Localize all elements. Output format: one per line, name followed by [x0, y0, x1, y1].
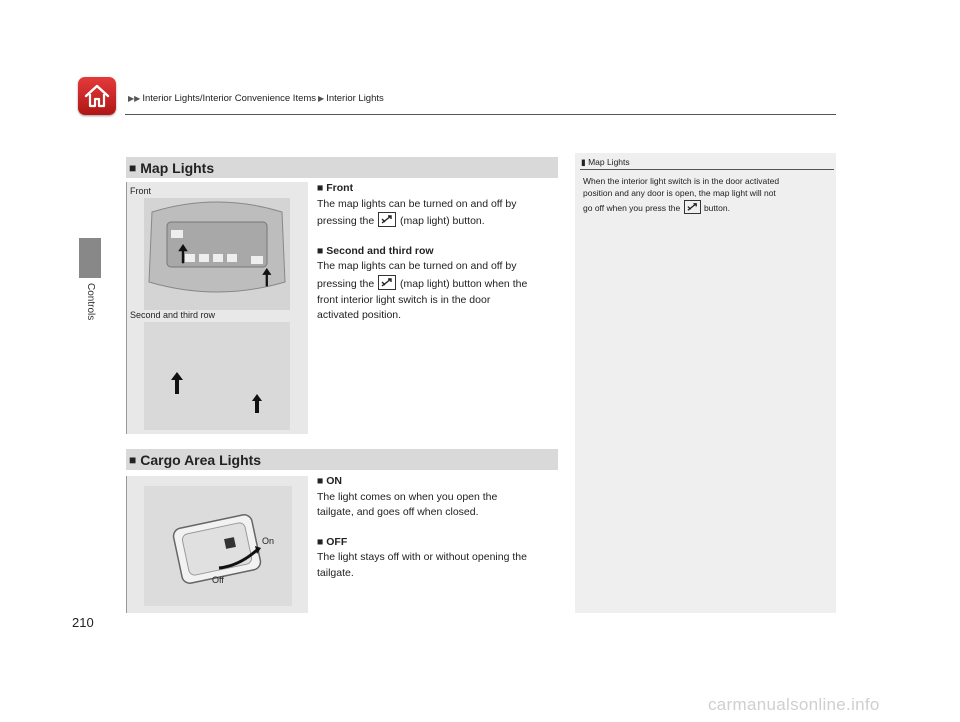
watermark: carmanualsonline.info	[708, 695, 880, 714]
subsection-square-icon: ■	[317, 535, 324, 548]
note-text: When the interior light switch is in the door activated position and any door is open, the map light will not go off when you press the button.	[583, 176, 780, 213]
breadcrumb-arrow-icon: ▶	[318, 94, 325, 103]
home-button[interactable]	[78, 77, 116, 115]
note-divider	[580, 169, 834, 170]
section-label: Controls	[85, 283, 96, 321]
breadcrumb	[128, 93, 384, 104]
section-tab[interactable]	[79, 238, 101, 278]
front-heading: Front	[326, 182, 354, 194]
subsection-square-icon: ■	[317, 475, 324, 487]
map-lights-heading	[126, 157, 558, 178]
second-row-heading: Second and third row	[326, 244, 434, 257]
map-lights-text: ■ Front The map lights can be turned on and off by pressing the (map light) button. ■ Second and third row The map lights can be turned on and off by pressing the (map light) button when the front interior light switch is in the door activated position.	[317, 182, 528, 322]
second-row-caption: Second and third row	[130, 310, 216, 320]
section-square-icon: ■	[129, 452, 137, 467]
note-panel	[575, 153, 836, 613]
breadcrumb-item-current[interactable]: Interior Lights	[326, 93, 384, 104]
cargo-lights-text: ■ ON The light comes on when you open the tailgate, and goes off when closed. ■ OFF The light stays off with or without opening the tailgate.	[317, 475, 527, 579]
on-label: On	[262, 536, 275, 546]
note-title: ▮ Map Lights	[581, 157, 630, 167]
home-icon	[84, 84, 110, 108]
subsection-square-icon: ■	[317, 182, 324, 194]
front-caption: Front	[130, 186, 152, 196]
map-light-button-icon	[684, 200, 701, 214]
map-lights-diagram	[127, 182, 308, 434]
cargo-light-diagram	[127, 476, 308, 613]
header-divider	[125, 114, 836, 115]
breadcrumb-item-parent[interactable]: Interior Lights/Interior Convenience Items	[142, 93, 317, 104]
note-marker-icon: ▮	[581, 157, 586, 167]
breadcrumb-arrow-icon: ▶▶	[128, 94, 141, 103]
page-number: 210	[72, 615, 94, 630]
cargo-lights-illustration	[126, 476, 308, 613]
subsection-square-icon: ■	[317, 244, 324, 257]
map-light-button-icon	[378, 212, 396, 227]
section-square-icon: ■	[129, 160, 137, 175]
cargo-lights-title: Cargo Area Lights	[140, 451, 262, 468]
on-heading: ON	[326, 475, 343, 487]
map-lights-illustration	[126, 182, 308, 434]
off-label: Off	[212, 575, 224, 585]
off-heading: OFF	[326, 535, 348, 548]
map-light-button-icon	[378, 275, 396, 290]
map-lights-title: Map Lights	[140, 159, 215, 176]
cargo-lights-heading	[126, 449, 558, 470]
